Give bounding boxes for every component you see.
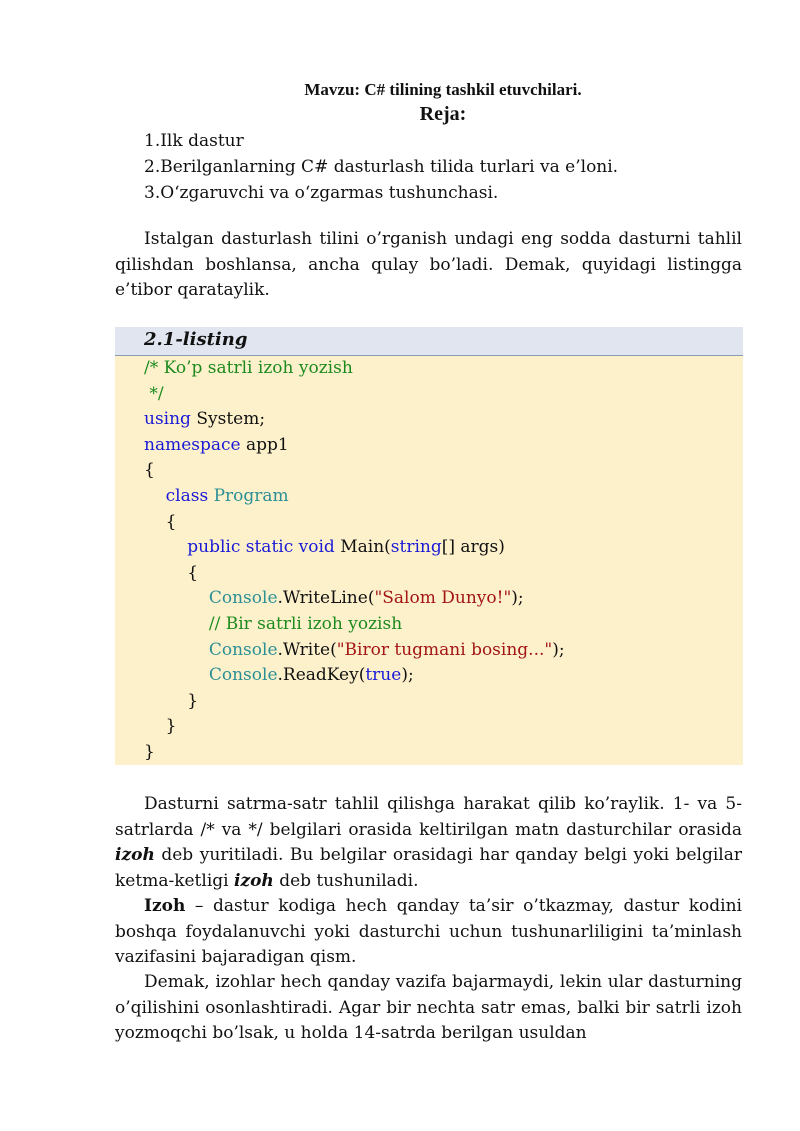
code-token: // Bir satrli izoh yozish [208, 613, 403, 634]
analysis-paragraph-2 [115, 894, 742, 971]
code-line [144, 407, 565, 433]
plan-item: 3.O‘zgaruvchi va o‘zgarmas tushunchasi. [144, 183, 499, 203]
definition-text: – dastur kodiga hech qanday ta’sir o’tkazmay, dastur kodini boshqa foydalanuvchi yoki dasturchi uchun tushunarliligini ta’minlash vazifasini bajaradigan qism. [115, 896, 742, 967]
code-line [144, 484, 565, 510]
code-token [144, 537, 187, 557]
code-line [144, 663, 565, 689]
code-token: app1 [240, 434, 289, 455]
code-token: { [144, 562, 199, 583]
code-token [144, 486, 166, 506]
code-token: Program [213, 485, 289, 506]
analysis-text: Dasturni satrma-satr tahlil qilishga harakat qilib ko’raylik. 1- va 5-satrlarda /* va */ belgilari orasida keltirilgan matn dasturchilar orasida [115, 794, 742, 840]
code-token: /* Ko’p satrli izoh yozish [144, 358, 353, 378]
code-line [144, 535, 565, 561]
analysis-paragraph-1 [115, 792, 742, 894]
code-token: namespace [144, 434, 241, 455]
code-token: string [390, 537, 442, 558]
code-token: Console [208, 665, 278, 686]
code-token: static [245, 537, 294, 558]
plan-item: 2.Berilganlarning C# dasturlash tilida turlari va e’loni. [144, 157, 619, 177]
code-token: void [298, 537, 335, 558]
code-line [144, 612, 565, 638]
intro-paragraph: Istalgan dasturlash tilini o’rganish undagi eng sodda dasturni tahlil qilishdan boshlansa, ancha qulay bo’ladi. Demak, quyidagi listingga e’tibor qarataylik. [115, 229, 742, 300]
analysis-paragraph-3: Demak, izohlar hech qanday vazifa bajarmaydi, lekin ular dasturning o’qilishini osonlashtiradi. Agar bir nechta satr emas, balki bir satrli izoh yozmoqchi bo’lsak, u holda 14-satrda berilgan usuldan [115, 972, 742, 1043]
code-token [144, 665, 209, 685]
code-token: } [144, 690, 199, 711]
code-token: ); [552, 639, 565, 660]
code-token: "Biror tugmani bosing..." [336, 639, 553, 660]
plan-item: 1.Ilk dastur [144, 131, 244, 151]
code-line [144, 714, 565, 740]
code-line [144, 689, 565, 715]
listing-title: 2.1-listing [144, 329, 248, 350]
code-token: System; [190, 409, 266, 430]
code-line [144, 740, 565, 766]
code-token: .WriteLine( [277, 588, 375, 609]
code-token: true [365, 665, 402, 686]
code-token: { [144, 460, 155, 481]
code-token: [] args) [441, 537, 505, 558]
plan-list [144, 128, 618, 206]
plan-heading: Reja: [419, 103, 467, 125]
code-token: } [144, 741, 155, 762]
code-token: ); [511, 588, 524, 609]
code-token: Main( [334, 537, 391, 558]
code-line [144, 458, 565, 484]
listing-header [115, 327, 743, 356]
code-block [144, 356, 565, 766]
code-token: } [144, 716, 177, 737]
code-line [144, 510, 565, 536]
code-token: { [144, 511, 177, 532]
code-token: .Write( [277, 639, 337, 660]
code-line [144, 356, 565, 382]
code-token: Console [208, 639, 278, 660]
izoh-term: izoh [115, 845, 155, 865]
code-token: class [165, 485, 209, 506]
code-token: .ReadKey( [277, 665, 366, 686]
code-line [144, 382, 565, 408]
code-token: */ [144, 383, 164, 404]
code-line [144, 586, 565, 612]
code-token [144, 588, 209, 608]
page-title: Mavzu: C# tilining tashkil etuvchilari. [304, 80, 582, 99]
code-token: "Salom Dunyo!" [374, 588, 512, 609]
code-line [144, 561, 565, 587]
code-token [144, 614, 209, 634]
analysis-text: deb yuritiladi. Bu belgilar orasidagi har qanday belgi yoki belgilar ketma-ketligi [115, 845, 742, 891]
code-line [144, 433, 565, 459]
code-token [144, 640, 209, 660]
definition-term: Izoh [144, 896, 186, 916]
izoh-term: izoh [233, 870, 274, 891]
code-token: Console [208, 588, 278, 609]
code-token: public [187, 537, 241, 558]
code-token: ); [401, 665, 414, 686]
code-token: using [144, 409, 191, 430]
code-line [144, 638, 565, 664]
analysis-text: deb tushuniladi. [273, 870, 419, 891]
